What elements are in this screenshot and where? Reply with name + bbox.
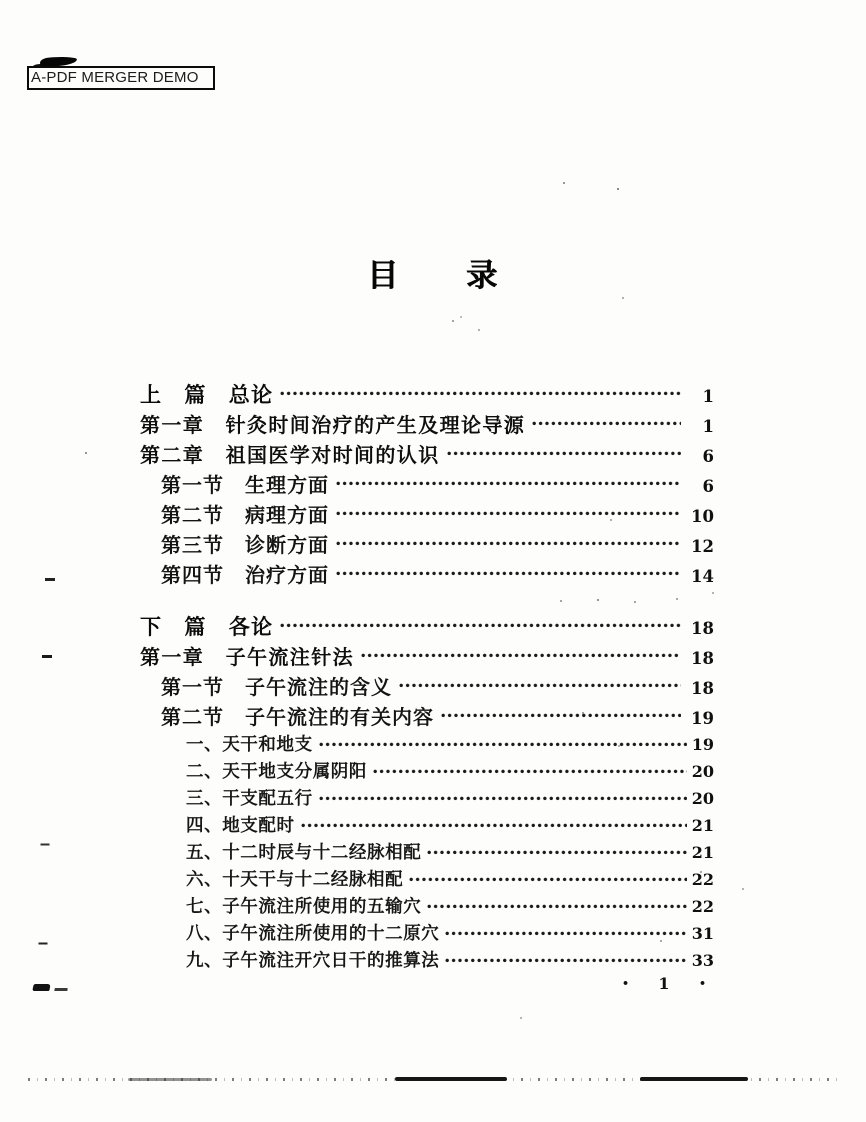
dot-leader: [301, 823, 687, 828]
dot-leader: [399, 683, 681, 688]
toc-entry-page: 1: [702, 387, 714, 406]
toc-entry-label: 三、干支配五行: [186, 789, 313, 809]
toc-entry-label: 第一节 子午流注的含义: [161, 675, 392, 699]
dot-leader: [361, 653, 681, 658]
toc-row: [161, 701, 714, 729]
toc-entry-label: 第一章 针灸时间治疗的产生及理论导源: [140, 413, 526, 437]
watermark-stamp: [27, 66, 215, 90]
toc-entry-page: 20: [691, 789, 714, 808]
toc-row: [161, 671, 714, 699]
toc-entry-label: 第一章 子午流注针法: [140, 645, 354, 669]
toc-entry-page: 18: [691, 679, 714, 698]
toc-entry-page: 6: [702, 447, 714, 466]
margin-dash-marks: [0, 0, 10, 3]
toc-row: [186, 920, 714, 944]
dot-leader: [336, 481, 681, 486]
toc-entry-label: 第一节 生理方面: [161, 473, 329, 497]
dot-leader: [336, 511, 681, 516]
toc-entry-page: 31: [691, 924, 714, 943]
toc-entry-label: 二、天干地支分属阴阳: [186, 762, 367, 782]
toc-entry-label: 四、地支配时: [186, 816, 295, 836]
toc-entry-label: 第二节 病理方面: [161, 503, 329, 527]
dot-leader: [445, 931, 687, 936]
page-footer: [622, 973, 706, 993]
margin-ink-blob: [32, 984, 50, 991]
footer-page-number: 1: [658, 973, 670, 993]
toc-row: [161, 529, 714, 557]
toc-entry-label: 九、子午流注开穴日干的推算法: [186, 951, 440, 971]
toc-entry-label: 一、天干和地支: [186, 735, 313, 755]
dot-leader: [427, 850, 687, 855]
toc-entry-page: 18: [691, 619, 714, 638]
toc-entry-page: 20: [691, 762, 714, 781]
toc-row: [140, 611, 714, 639]
toc-entry-label: 八、子午流注所使用的十二原穴: [186, 924, 440, 944]
toc-row: [140, 379, 714, 407]
toc-entry-label: 五、十二时辰与十二经脉相配: [186, 843, 422, 863]
toc-row: [140, 409, 714, 437]
watermark-label: A-PDF MERGER DEMO: [31, 69, 199, 86]
dot-leader: [319, 796, 687, 801]
toc-entry-page: 6: [702, 477, 714, 496]
toc-entry-page: 21: [691, 816, 714, 835]
toc-entry-page: 14: [691, 567, 714, 586]
toc-entry-page: 12: [691, 537, 714, 556]
dot-leader: [280, 623, 681, 628]
dot-leader: [373, 769, 687, 774]
toc-row: [186, 947, 714, 971]
dot-leader: [319, 742, 687, 747]
toc-entry-page: 33: [691, 951, 714, 970]
toc-entry-page: 22: [691, 870, 714, 889]
toc-entry-page: 19: [691, 735, 714, 754]
toc-entry-page: 22: [691, 897, 714, 916]
page-title: 目 录: [367, 258, 499, 294]
toc-row: [186, 731, 714, 755]
toc-row: [186, 839, 714, 863]
toc-row: [186, 758, 714, 782]
toc-entry-page: 18: [691, 649, 714, 668]
dot-leader: [336, 571, 681, 576]
toc-row: [186, 785, 714, 809]
toc-row: [186, 812, 714, 836]
dot-leader: [336, 541, 681, 546]
toc-entry-label: 下 篇 各论: [140, 615, 274, 639]
footer-dot-right: •: [698, 976, 706, 990]
dot-leader: [409, 877, 687, 882]
toc-row: [140, 641, 714, 669]
dot-leader: [447, 451, 681, 456]
toc-entry-page: 10: [691, 507, 714, 526]
dot-leader: [445, 958, 687, 963]
dot-leader: [441, 713, 681, 718]
toc-row: [161, 469, 714, 497]
toc-entry-label: 第二节 子午流注的有关内容: [161, 705, 434, 729]
toc-entry-label: 第四节 治疗方面: [161, 563, 329, 587]
dot-leader: [280, 391, 681, 396]
table-of-contents: [140, 379, 714, 974]
dot-leader: [532, 421, 681, 426]
toc-entry-page: 21: [691, 843, 714, 862]
toc-row: [186, 893, 714, 917]
footer-dot-left: •: [622, 976, 630, 990]
toc-row: [186, 866, 714, 890]
toc-row: [161, 499, 714, 527]
toc-entry-label: 上 篇 总论: [140, 383, 274, 407]
toc-entry-page: 19: [691, 709, 714, 728]
toc-row: [161, 559, 714, 587]
toc-entry-label: 第三节 诊断方面: [161, 533, 329, 557]
toc-entry-label: 第二章 祖国医学对时间的认识: [140, 443, 440, 467]
scanner-artifact-line: [28, 1078, 840, 1081]
toc-entry-label: 七、子午流注所使用的五输穴: [186, 897, 422, 917]
dot-leader: [427, 904, 687, 909]
toc-row: [140, 439, 714, 467]
toc-entry-label: 六、十天干与十二经脉相配: [186, 870, 404, 890]
toc-entry-page: 1: [702, 417, 714, 436]
